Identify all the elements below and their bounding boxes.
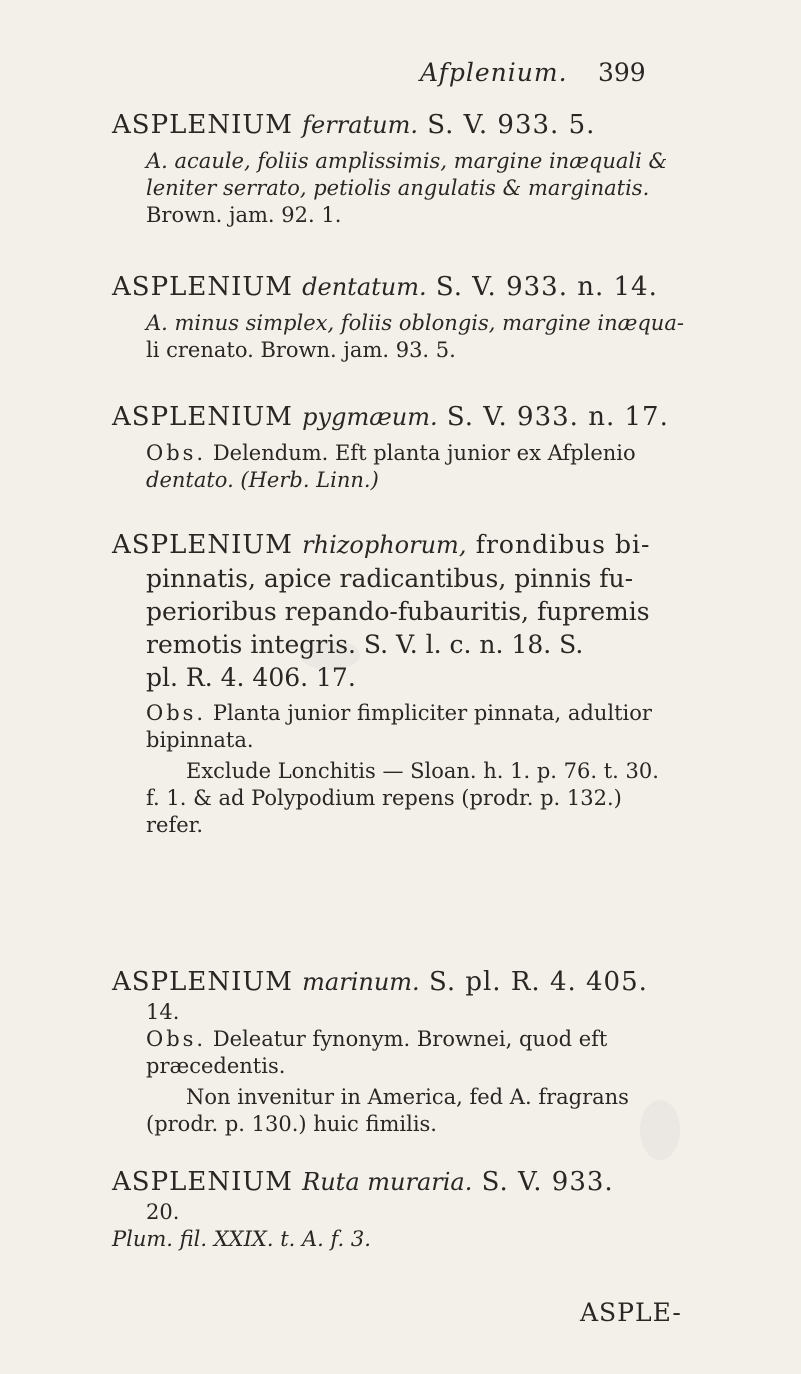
genus: ASPLENIUM: [112, 1167, 293, 1197]
observation: [112, 700, 732, 839]
running-head: [0, 58, 801, 98]
genus: ASPLENIUM: [112, 402, 293, 432]
diagnosis: [112, 562, 732, 694]
entry-description: [112, 148, 732, 229]
description-line: Plum. fil. XXIX. t. A. f. 3.: [112, 1227, 371, 1251]
species: Ruta muraria.: [302, 1168, 473, 1196]
reference: S. V. 933. n. 14.: [435, 272, 658, 302]
note-line: refer.: [146, 813, 204, 837]
entry-dentatum: [112, 270, 732, 364]
species: pygmæum.: [302, 403, 438, 431]
description-line: leniter serrato, petiolis angulatis & marginatis.: [146, 176, 650, 200]
obs-label: Obs.: [146, 441, 207, 465]
observation-line: [146, 700, 732, 727]
diagnosis-line: perioribus repando-fubauritis, fupremis: [146, 597, 650, 626]
entry-pygmaeum: [112, 400, 732, 494]
entry-description: [112, 310, 732, 364]
entry-marinum: [112, 965, 732, 1138]
genus: ASPLENIUM: [112, 530, 293, 560]
entry-description: [112, 1199, 732, 1253]
obs-label: Obs.: [146, 701, 207, 725]
reference-continued: 14.: [146, 1000, 180, 1024]
obs-text: Planta junior fimpliciter pinnata, adultior: [212, 701, 652, 725]
reference-continued: 20.: [146, 1200, 180, 1224]
diagnosis-line: remotis integris. S. V. l. c. n. 18. S.: [146, 630, 584, 659]
description-line: A. minus simplex, foliis oblongis, margine inæqua-: [146, 311, 684, 335]
reference: S. V. 933. 5.: [427, 110, 596, 140]
species: rhizophorum,: [302, 531, 467, 559]
diagnosis-line: pl. R. 4. 406. 17.: [146, 663, 356, 692]
description-line: Brown. jam. 92. 1.: [146, 203, 342, 227]
diagnosis-line: pinnatis, apice radicantibus, pinnis fu-: [146, 564, 634, 593]
diagnosis-start: frondibus bi-: [475, 530, 651, 559]
obs-text: Delendum. Eft planta junior ex Afplenio: [212, 441, 636, 465]
note-line: Exclude Lonchitis — Sloan. h. 1. p. 76. t. 30.: [186, 759, 659, 783]
observation-line: dentato. (Herb. Linn.): [146, 468, 379, 492]
page-number: 399: [598, 58, 646, 87]
entry-heading: [112, 270, 732, 304]
reference: S. V. 933.: [481, 1167, 614, 1197]
species: marinum.: [302, 968, 420, 996]
reference: S. V. 933. n. 17.: [446, 402, 669, 432]
entry-ferratum: [112, 108, 732, 229]
observation: [112, 440, 732, 494]
species: ferratum.: [302, 111, 418, 139]
catchword: ASPLE-: [580, 1298, 682, 1327]
genus: ASPLENIUM: [112, 110, 293, 140]
observation-line: [146, 1026, 732, 1053]
entry-heading: [112, 1165, 732, 1199]
note-line: (prodr. p. 130.) huic fimilis.: [146, 1112, 437, 1136]
entry-heading: [112, 108, 732, 142]
species: dentatum.: [302, 273, 427, 301]
description-line: A. acaule, foliis amplissimis, margine inæquali &: [146, 149, 668, 173]
entry-description: [112, 999, 732, 1138]
entry-heading: [112, 965, 732, 999]
reference: S. pl. R. 4. 405.: [428, 967, 648, 997]
observation-line: [146, 440, 732, 467]
observation-line: bipinnata.: [146, 728, 254, 752]
observation-line: præcedentis.: [146, 1054, 286, 1078]
note-line: f. 1. & ad Polypodium repens (prodr. p. 132.): [146, 786, 622, 810]
genus: ASPLENIUM: [112, 272, 293, 302]
obs-text: Deleatur fynonym. Brownei, quod eft: [212, 1027, 608, 1051]
genus: ASPLENIUM: [112, 967, 293, 997]
obs-label: Obs.: [146, 1027, 207, 1051]
entry-ruta-muraria: [112, 1165, 732, 1253]
entry-heading: [112, 528, 732, 562]
description-line: li crenato. Brown. jam. 93. 5.: [146, 338, 456, 362]
entry-rhizophorum: [112, 528, 732, 839]
note-line: Non invenitur in America, fed A. fragrans: [186, 1085, 629, 1109]
running-title: Afplenium.: [420, 58, 568, 87]
entry-heading: [112, 400, 732, 434]
